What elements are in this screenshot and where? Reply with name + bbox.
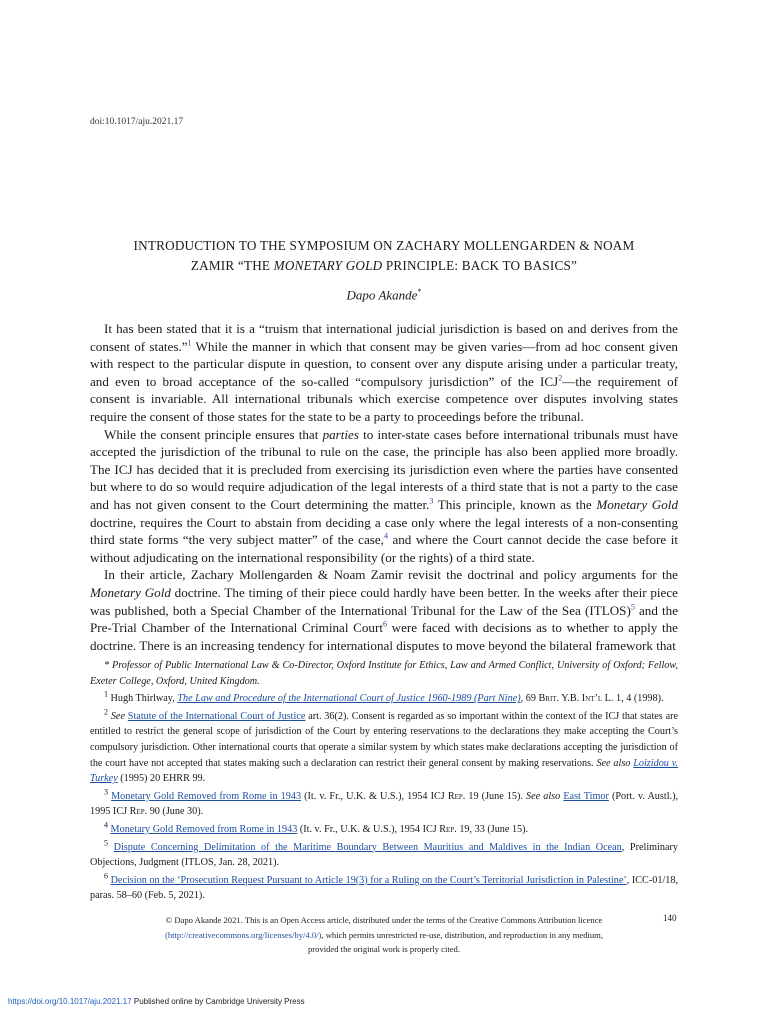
- footnote-number: 1: [104, 689, 108, 699]
- footnotes: [90, 658, 678, 906]
- text: , Preliminary Objections, Judgment (ITLOS, Jan. 28, 2021).: [90, 841, 679, 869]
- text: (1995) 20 EHRR 99.: [117, 773, 206, 785]
- doi-header: doi:10.1017/aju.2021.17: [90, 117, 184, 127]
- copyright-line-3: provided the original work is properly cited.: [307, 944, 461, 954]
- small-caps-text: Rep.: [447, 790, 466, 802]
- text: doctrine. The timing of their piece could hardly have been better. In the weeks after their piece was published, both a Special Chamber of the International Tribunal for the Law of the Sea (ITLOS): [90, 584, 678, 618]
- footnote-number: 2: [104, 707, 108, 717]
- signal-text: See also: [526, 790, 561, 802]
- text: 19, 33 (June 15).: [456, 823, 529, 835]
- small-caps-text: Brit. Y.B. Int’l L.: [538, 693, 614, 705]
- license-link[interactable]: (http://creativecommons.org/licenses/by/4.0/): [164, 929, 322, 940]
- title-text-end: PRINCIPLE: BACK TO BASICS”: [382, 258, 578, 273]
- title-line-2: [60, 256, 708, 276]
- footnote-ref-1[interactable]: 1: [187, 338, 192, 348]
- text: 1, 4 (1998).: [613, 693, 664, 705]
- footnote-3: [90, 789, 678, 820]
- paragraph-1: [90, 320, 678, 426]
- footnote-link[interactable]: Monetary Gold Removed from Rome in 1943: [111, 790, 302, 802]
- article-body: [90, 320, 678, 654]
- footnote-number: 3: [104, 787, 108, 797]
- footnote-link[interactable]: Dispute Concerning Delimitation of the Maritime Boundary Between Mauritius and Maldives in the Indian Ocean: [113, 841, 622, 853]
- text: , 69: [520, 693, 539, 705]
- footnote-5: [90, 840, 678, 871]
- text: and the Pre-Trial Chamber of the International Criminal Court: [90, 602, 678, 636]
- italic-text: parties: [322, 426, 359, 442]
- title-text: ZAMIR “THE: [190, 258, 274, 273]
- text: 19 (June 15).: [465, 790, 527, 802]
- title-italic: MONETARY GOLD: [273, 258, 383, 273]
- footnote-ref-4[interactable]: 4: [383, 531, 388, 541]
- text: (It. v. Fr., U.K. & U.S.), 1954 ICJ: [301, 790, 448, 802]
- text: were faced with decisions as to whether to apply the doctrine. There is an increasing tendency for international disputes to move beyond the bilateral framework that: [90, 620, 678, 653]
- text: In their article, Zachary Mollengarden & Noam Zamir revisit the doctrinal and policy arguments for the: [104, 567, 678, 583]
- footnote-link[interactable]: East Timor: [563, 790, 609, 802]
- footnote-link[interactable]: Monetary Gold Removed from Rome in 1943: [110, 823, 298, 835]
- title-line-1: INTRODUCTION TO THE SYMPOSIUM ON ZACHARY MOLLENGARDEN & NOAM: [133, 238, 635, 253]
- footnote-4: [90, 822, 678, 838]
- publisher-bar: [8, 997, 305, 1006]
- text: While the consent principle ensures that: [104, 426, 323, 442]
- text: to inter-state cases before international tribunals must have accepted the jurisdiction of the tribunal to rule on the case, the principle has also been applied more broadly. The ICJ has decided that it is precluded from exercising its jurisdiction even where the parties have consented but where to do so would require adjudication of the legal interests of a third state that is not a party to the case and has not given consent to the Court determining the matter.: [90, 426, 678, 512]
- paragraph-3: [90, 566, 678, 654]
- author-line: [0, 287, 768, 303]
- text: It has been stated that it is a “truism that international judicial jurisdiction is based on and derives from the consent of states.”: [90, 321, 678, 354]
- author-footnote-marker: *: [417, 287, 422, 296]
- footnote-number: 6: [104, 871, 108, 881]
- copyright-notice: [140, 913, 628, 957]
- text: (It. v. Fr., U.K. & U.S.), 1954 ICJ: [297, 823, 440, 835]
- text: While the manner in which that consent may be given varies—from ad hoc consent given with respect to the particular dispute in question, to consent over any dispute arising under a particular treaty, and even to broad acceptance of the so-called “compulsory jurisdiction” of the ICJ: [90, 338, 678, 389]
- footnote-ref-6[interactable]: 6: [382, 619, 387, 629]
- footnote-link[interactable]: Statute of the International Court of Justice: [127, 710, 306, 722]
- footnote-link[interactable]: Decision on the ‘Prosecution Request Pursuant to Article 19(3) for a Ruling on the Court’s Territorial Jurisdiction in Palestine’: [110, 874, 627, 886]
- text: Hugh Thirlway,: [108, 693, 178, 705]
- text: doctrine, requires the Court to abstain from deciding a case only where the legal interests of a non-consenting third state forms “the very subject matter” of the case,: [90, 514, 678, 548]
- copyright-line-2: [140, 928, 628, 943]
- footnote-1: [90, 691, 678, 707]
- paragraph-2: [90, 426, 678, 567]
- author-name: Dapo Akande: [346, 287, 418, 303]
- italic-text: Monetary Gold: [90, 584, 171, 600]
- article-title: [60, 236, 708, 276]
- text: This principle, known as the: [433, 496, 597, 512]
- doi-link[interactable]: https://doi.org/10.1017/aju.2021.17: [8, 997, 132, 1006]
- footnote-number: 4: [104, 820, 108, 830]
- signal-text: See also: [596, 757, 631, 769]
- footnote-number: 5: [104, 838, 108, 848]
- text: , ICC-01/18, paras. 58–60 (Feb. 5, 2021).: [90, 874, 678, 902]
- small-caps-text: Rep.: [439, 823, 457, 835]
- footnote-ref-5[interactable]: 5: [630, 602, 635, 612]
- publisher-text: Published online by Cambridge University Press: [131, 997, 305, 1006]
- text: 90 (June 30).: [147, 806, 204, 818]
- italic-text: Monetary Gold: [596, 496, 678, 512]
- footnote-2: [90, 709, 678, 787]
- footnote-star: * Professor of Public International Law & Co-Director, Oxford Institute for Ethics, Law and Armed Conflict, University of Oxford; Fellow, Exeter College, Oxford, United Kingdom.: [90, 660, 678, 687]
- text: , which permits unrestricted re-use, distribution, and reproduction in any medium,: [321, 929, 604, 940]
- copyright-line-1: © Dapo Akande 2021. This is an Open Access article, distributed under the terms of the Creative Commons Attribution licence: [165, 915, 603, 925]
- text: —the requirement of consent is invariable. All international tribunals which exercise competence over disputes involving states require the consent of those states for the state to be a party to proceedings before the tribunal.: [90, 373, 678, 424]
- footnote-link[interactable]: The Law and Procedure of the International Court of Justice 1960-1989 (Part Nine): [177, 693, 521, 705]
- small-caps-text: Rep.: [129, 806, 148, 818]
- footnote-6: [90, 873, 678, 904]
- footnote-link[interactable]: Loizidou v. Turkey: [90, 757, 679, 785]
- text: (Port. v. Austl.), 1995 ICJ: [90, 790, 679, 818]
- page-number: 140: [663, 913, 677, 923]
- footnote-ref-3[interactable]: 3: [429, 496, 434, 506]
- text: and where the Court cannot decide the case before it without adjudicating on the international responsibility (or the rights) of a third state.: [90, 532, 678, 565]
- text: art. 36(2). Consent is regarded as so important within the context of the ICJ that states are entitled to restrict the general scope of jurisdiction of the Court by entering reservations to the declarations they make accepting the Court’s compulsory jurisdiction. Other international courts that operate a similar system by which states make declarations accepting the jurisdiction of the court have not accepted that states making such a declaration can restrict their general consent by making reservations.: [90, 710, 679, 769]
- signal-text: See: [110, 710, 125, 722]
- footnote-ref-2[interactable]: 2: [558, 373, 563, 383]
